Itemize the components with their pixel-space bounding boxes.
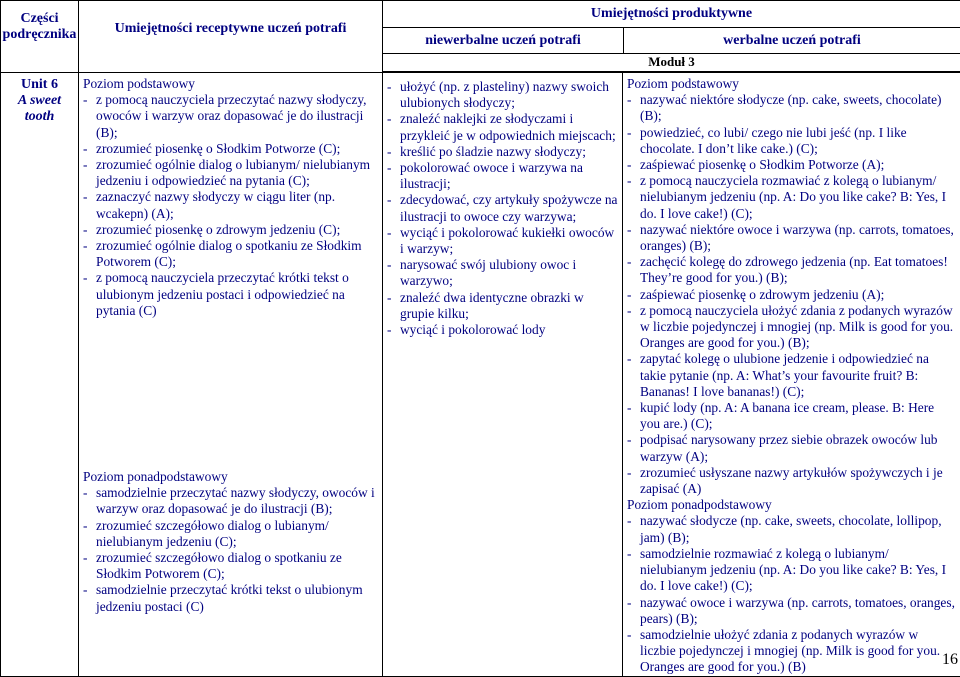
header-produktywne-label: Umiejętności produktywne <box>383 1 960 28</box>
werbalne-advanced-title: Poziom ponadpodstawowy <box>627 497 956 513</box>
unit-title: Unit 6 <box>1 77 78 93</box>
list-item: - z pomocą nauczyciela rozmawiać z kolegą o lubianym/ nielubianym jedzeniu (np. A: Do you like cake? B: Yes, I do. I love cake!) (C); <box>627 173 956 222</box>
list-item: - samodzielnie przeczytać krótki tekst o ulubionym jedzeniu postaci (C) <box>83 582 378 614</box>
list-item: - zdecydować, czy artykuły spożywcze na ilustracji to owoce czy warzywa; <box>387 192 618 224</box>
receptywne-basic-title: Poziom podstawowy <box>83 76 378 92</box>
receptywne-cell <box>79 73 383 677</box>
list-item: - samodzielnie przeczytać nazwy słodyczy, owoców i warzyw oraz dopasować je do ilustracji (B); <box>83 485 378 517</box>
werbalne-basic-title: Poziom podstawowy <box>627 76 956 92</box>
receptywne-advanced-title: Poziom ponadpodstawowy <box>83 469 378 485</box>
header-receptywne: Umiejętności receptywne uczeń potrafi <box>79 1 383 73</box>
unit-subtitle: A sweet tooth <box>1 93 78 125</box>
header-produktywne <box>383 1 960 54</box>
list-item: - zachęcić kolegę do zdrowego jedzenia (np. Eat tomatoes! They’re good for you.) (B); <box>627 254 956 286</box>
list-item: - z pomocą nauczyciela przeczytać nazwy słodyczy, owoców i warzyw oraz dopasować je do ilustracji (B); <box>83 92 378 141</box>
list-item: - wyciąć i pokolorować kukiełki owoców i warzyw; <box>387 225 618 257</box>
page-number: 16 <box>942 651 958 669</box>
list-item: - zrozumieć usłyszane nazwy artykułów spożywczych i je zapisać (A) <box>627 465 956 497</box>
list-item: - kreślić po śladzie nazwy słodyczy; <box>387 144 618 160</box>
receptywne-basic-list <box>83 92 378 319</box>
list-item: - samodzielnie ułożyć zdania z podanych wyrazów w liczbie pojedynczej i mnogiej (np. Milk is good for you. Oranges are good for you.) (B) <box>627 627 956 676</box>
header-niewerbalne: niewerbalne uczeń potrafi <box>383 28 624 53</box>
list-item: - zrozumieć piosenkę o zdrowym jedzeniu (C); <box>83 222 378 238</box>
list-item: - kupić lody (np. A: A banana ice cream, please. B: Here you are.) (C); <box>627 400 956 432</box>
list-item: - wyciąć i pokolorować lody <box>387 322 618 338</box>
list-item: - zapytać kolegę o ulubione jedzenie i odpowiedzieć na takie pytanie (np. A: What’s your favourite fruit? B: Bananas! I love bananas!) (C); <box>627 351 956 400</box>
werbalne-basic-list <box>627 92 956 497</box>
list-item: - z pomocą nauczyciela ułożyć zdania z podanych wyrazów w liczbie pojedynczej i mnogiej (np. Milk is good for you. Oranges are good for you.) (B); <box>627 303 956 352</box>
header-czesci-podrecznika: Części podręcznika <box>1 1 79 73</box>
niewerbalne-cell <box>383 73 623 677</box>
list-item: - podpisać narysowany przez siebie obrazek owoców lub warzyw (A); <box>627 432 956 464</box>
receptywne-advanced-list <box>83 485 378 615</box>
list-item: - nazywać owoce i warzywa (np. carrots, tomatoes, oranges, pears) (B); <box>627 595 956 627</box>
list-item: - zrozumieć ogólnie dialog o lubianym/ nielubianym jedzeniu i odpowiedzieć na pytania (C); <box>83 157 378 189</box>
list-item: - powiedzieć, co lubi/ czego nie lubi jeść (np. I like chocolate. I don’t like cake.) (C); <box>627 125 956 157</box>
list-item: - znaleźć naklejki ze słodyczami i przykleić je w odpowiednich miejscach; <box>387 111 618 143</box>
list-item: - zrozumieć ogólnie dialog o spotkaniu ze Słodkim Potworem (C); <box>83 238 378 270</box>
list-item: - nazywać niektóre słodycze (np. cake, sweets, chocolate) (B); <box>627 92 956 124</box>
list-item: - pokolorować owoce i warzywa na ilustracji; <box>387 160 618 192</box>
list-item: - samodzielnie rozmawiać z kolegą o lubianym/ nielubianym jedzeniu (np. A: Do you like cake? B: Yes, I do. I love cake!) (C); <box>627 546 956 595</box>
list-item: - zrozumieć szczegółowo dialog o spotkaniu ze Słodkim Potworem (C); <box>83 550 378 582</box>
list-item: - zrozumieć piosenkę o Słodkim Potworze (C); <box>83 141 378 157</box>
header-modul: Moduł 3 <box>383 54 960 72</box>
list-item: - zaśpiewać piosenkę o zdrowym jedzeniu (A); <box>627 287 956 303</box>
niewerbalne-list <box>387 79 618 338</box>
list-item: - znaleźć dwa identyczne obrazki w grupie kilku; <box>387 290 618 322</box>
header-werbalne: werbalne uczeń potrafi <box>624 28 960 53</box>
list-item: - nazywać słodycze (np. cake, sweets, chocolate, lollipop, jam) (B); <box>627 513 956 545</box>
unit-cell <box>1 73 79 677</box>
werbalne-cell <box>623 73 960 677</box>
list-item: - nazywać niektóre owoce i warzywa (np. carrots, tomatoes, oranges) (B); <box>627 222 956 254</box>
list-item: - narysować swój ulubiony owoc i warzywo; <box>387 257 618 289</box>
list-item: - zrozumieć szczegółowo dialog o lubianym/ nielubianym jedzeniu (C); <box>83 518 378 550</box>
list-item: - zaśpiewać piosenkę o Słodkim Potworze (A); <box>627 157 956 173</box>
list-item: - z pomocą nauczyciela przeczytać krótki tekst o ulubionym jedzeniu postaci i odpowiedzieć na pytania (C) <box>83 270 378 319</box>
list-item: - zaznaczyć nazwy słodyczy w ciągu liter (np. wcakepn) (A); <box>83 189 378 221</box>
werbalne-advanced-list <box>627 513 956 675</box>
list-item: - ułożyć (np. z plasteliny) nazwy swoich ulubionych słodyczy; <box>387 79 618 111</box>
